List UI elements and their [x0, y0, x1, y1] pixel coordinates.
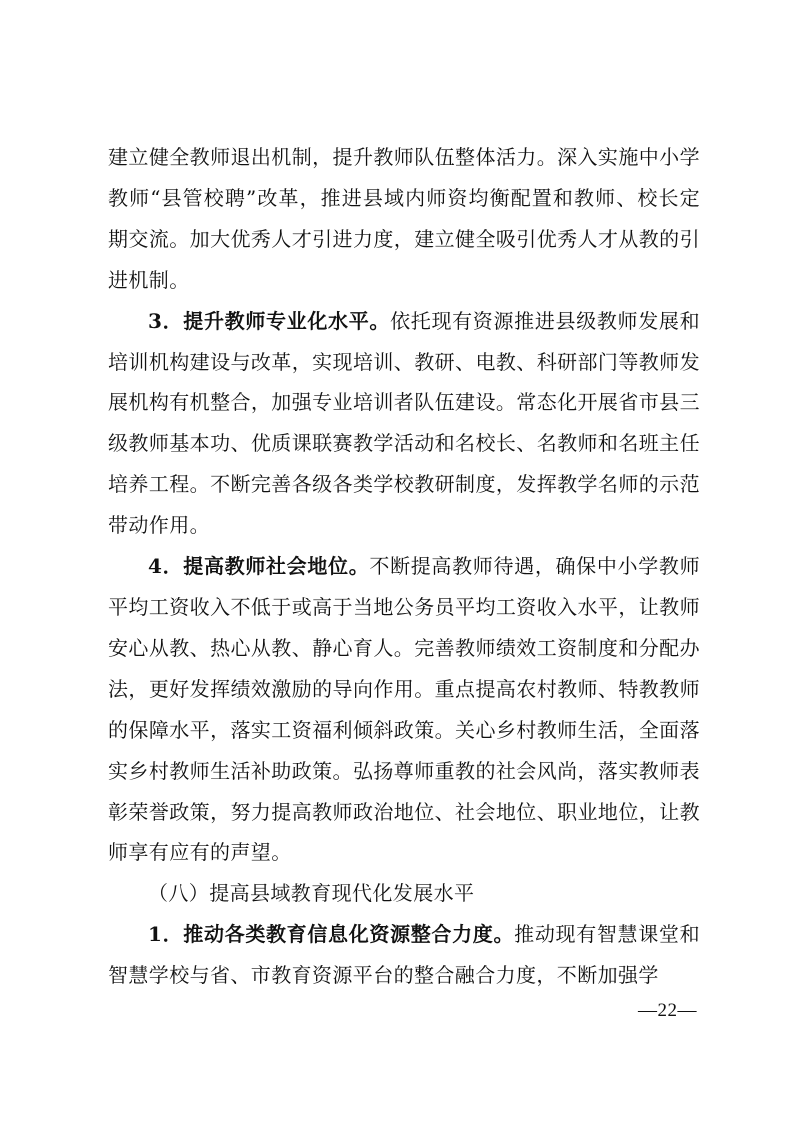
paragraph-text: 建立健全教师退出机制，提升教师队伍整体活力。深入实施中小学教师“县管校聘”改革，推进县域内师资均衡配置和教师、校长定期交流。加大优秀人才引进力度，建立健全吸引优秀人才从教的引进机制。 — [108, 145, 700, 292]
paragraph-teacher-social-status — [108, 546, 700, 873]
paragraph-text: 推动现有智慧课堂和智慧学校与省、市教育资源平台的整合融合力度，不断加强学 — [108, 922, 700, 988]
body-text — [108, 137, 700, 996]
paragraph-teacher-exit-mechanism — [108, 137, 700, 301]
paragraph-lead-heading: 3．提升教师专业化水平。 — [148, 308, 391, 333]
paragraph-teacher-professionalization — [108, 301, 700, 546]
paragraph-text: 不断提高教师待遇，确保中小学教师平均工资收入不低于或高于当地公务员平均工资收入水平，让教师安心从教、热心从教、静心育人。完善教师绩效工资制度和分配办法，更好发挥绩效激励的导向作用。重点提高农村教师、特教教师的保障水平，落实工资福利倾斜政策。关心乡村教师生活，全面落实乡村教师生活补助政策。弘扬尊师重教的社会风尚，落实教师表彰荣誉政策，努力提高教师政治地位、社会地位、职业地位，让教师享有应有的声望。 — [108, 554, 700, 865]
paragraph-education-informatization — [108, 914, 700, 996]
paragraph-lead-heading: 1．推动各类教育信息化资源整合力度。 — [148, 922, 515, 947]
section-heading: （八）提高县域教育现代化发展水平 — [148, 881, 475, 906]
paragraph-text: 依托现有资源推进县级教师发展和培训机构建设与改革，实现培训、教研、电教、科研部门等教师发展机构有机整合，加强专业培训者队伍建设。常态化开展省市县三级教师基本功、优质课联赛教学活动和名校长、名教师和名班主任培养工程。不断完善各级各类学校教研制度，发挥教学名师的示范带动作用。 — [108, 308, 700, 538]
page-number: —22— — [638, 1000, 697, 1021]
paragraph-lead-heading: 4．提高教师社会地位。 — [148, 554, 370, 579]
